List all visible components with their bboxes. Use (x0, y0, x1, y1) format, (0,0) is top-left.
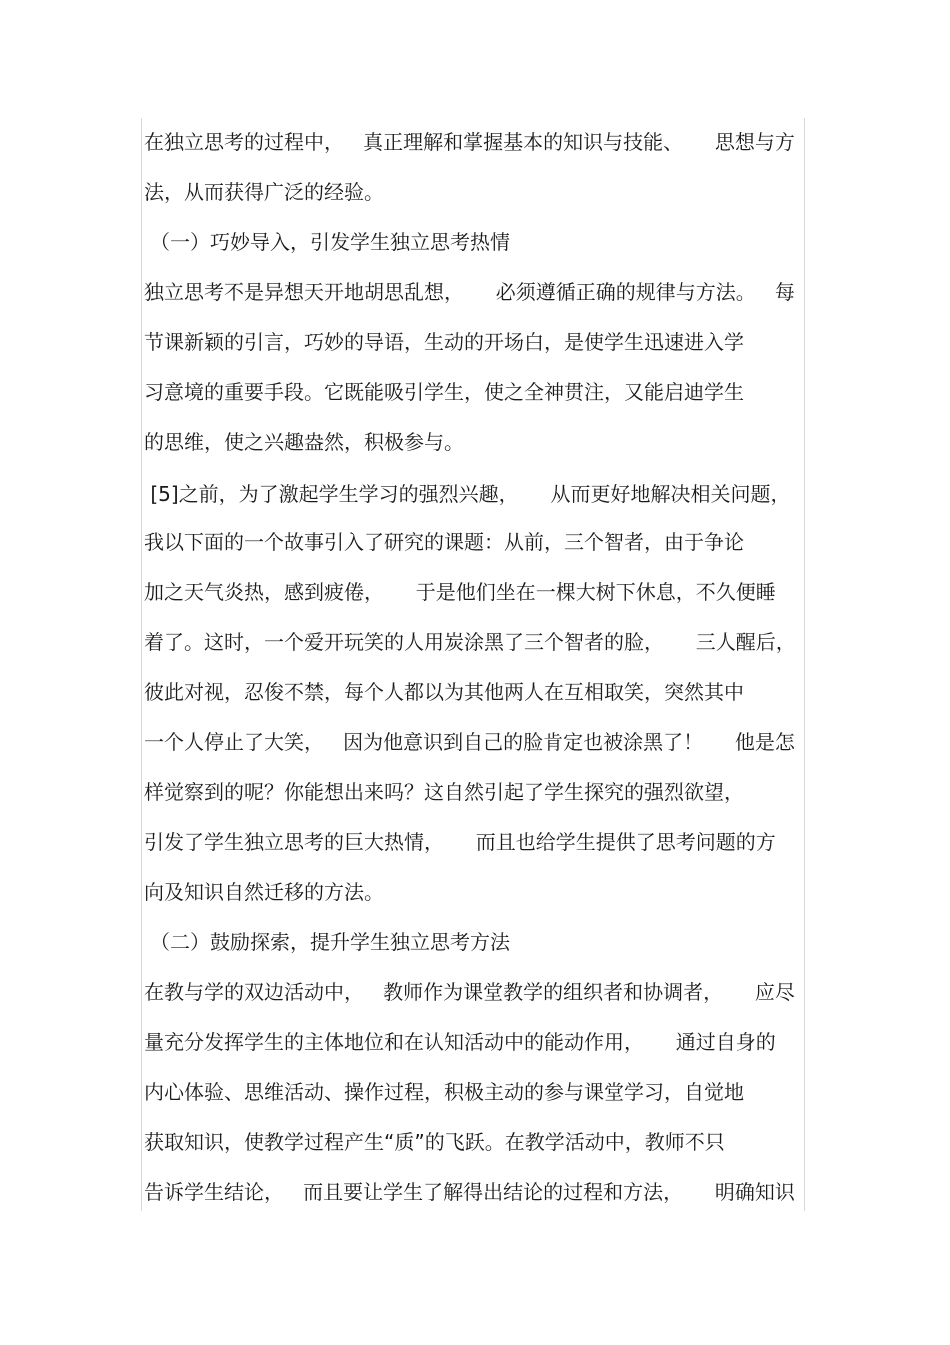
text-line: 获取知识，使教学过程产生“质”的飞跃。在教学活动中，教师不只 (144, 1130, 725, 1154)
text-line: 彼此对视，忍俊不禁，每个人都以为其他两人在互相取笑，突然其中 (144, 680, 744, 704)
text-line: 的思维，使之兴趣盎然，积极参与。 (144, 430, 464, 454)
text-line: 加之天气炎热，感到疲倦， 于是他们坐在一棵大树下休息，不久便睡 (144, 580, 776, 604)
text-line: 量充分发挥学生的主体地位和在认知活动中的能动作用， 通过自身的 (144, 1030, 776, 1054)
text-line: 一个人停止了大笑， 因为他意识到自己的脸肯定也被涂黑了！ 他是怎 (144, 730, 795, 754)
text-line: 向及知识自然迁移的方法。 (144, 880, 384, 904)
text-line: [5]之前，为了激起学生学习的强烈兴趣， 从而更好地解决相关问题， (144, 482, 791, 506)
text-line: 法，从而获得广泛的经验。 (144, 180, 384, 204)
text-line: 独立思考不是异想天开地胡思乱想， 必须遵循正确的规律与方法。 每 (144, 280, 795, 304)
text-line: 在独立思考的过程中， 真正理解和掌握基本的知识与技能、 思想与方 (144, 130, 795, 154)
text-line: 在教与学的双边活动中， 教师作为课堂教学的组织者和协调者， 应尽 (144, 980, 795, 1004)
text-line: 引发了学生独立思考的巨大热情， 而且也给学生提供了思考问题的方 (144, 830, 776, 854)
section-heading: （二）鼓励探索，提升学生独立思考方法 (150, 930, 510, 954)
text-line: 内心体验、思维活动、操作过程，积极主动的参与课堂学习，自觉地 (144, 1080, 744, 1104)
section-heading: （一）巧妙导入，引发学生独立思考热情 (150, 230, 510, 254)
text-line: 样觉察到的呢？你能想出来吗？这自然引起了学生探究的强烈欲望， (144, 780, 744, 804)
text-line: 习意境的重要手段。它既能吸引学生，使之全神贯注，又能启迪学生 (144, 380, 744, 404)
text-line: 我以下面的一个故事引入了研究的课题：从前，三个智者，由于争论 (144, 530, 744, 554)
text-line: 节课新颖的引言，巧妙的导语，生动的开场白，是使学生迅速进入学 (144, 330, 744, 354)
text-line: 着了。这时，一个爱开玩笑的人用炭涂黑了三个智者的脸， 三人醒后， (144, 630, 796, 654)
text-line: 告诉学生结论， 而且要让学生了解得出结论的过程和方法， 明确知识 (144, 1180, 795, 1204)
